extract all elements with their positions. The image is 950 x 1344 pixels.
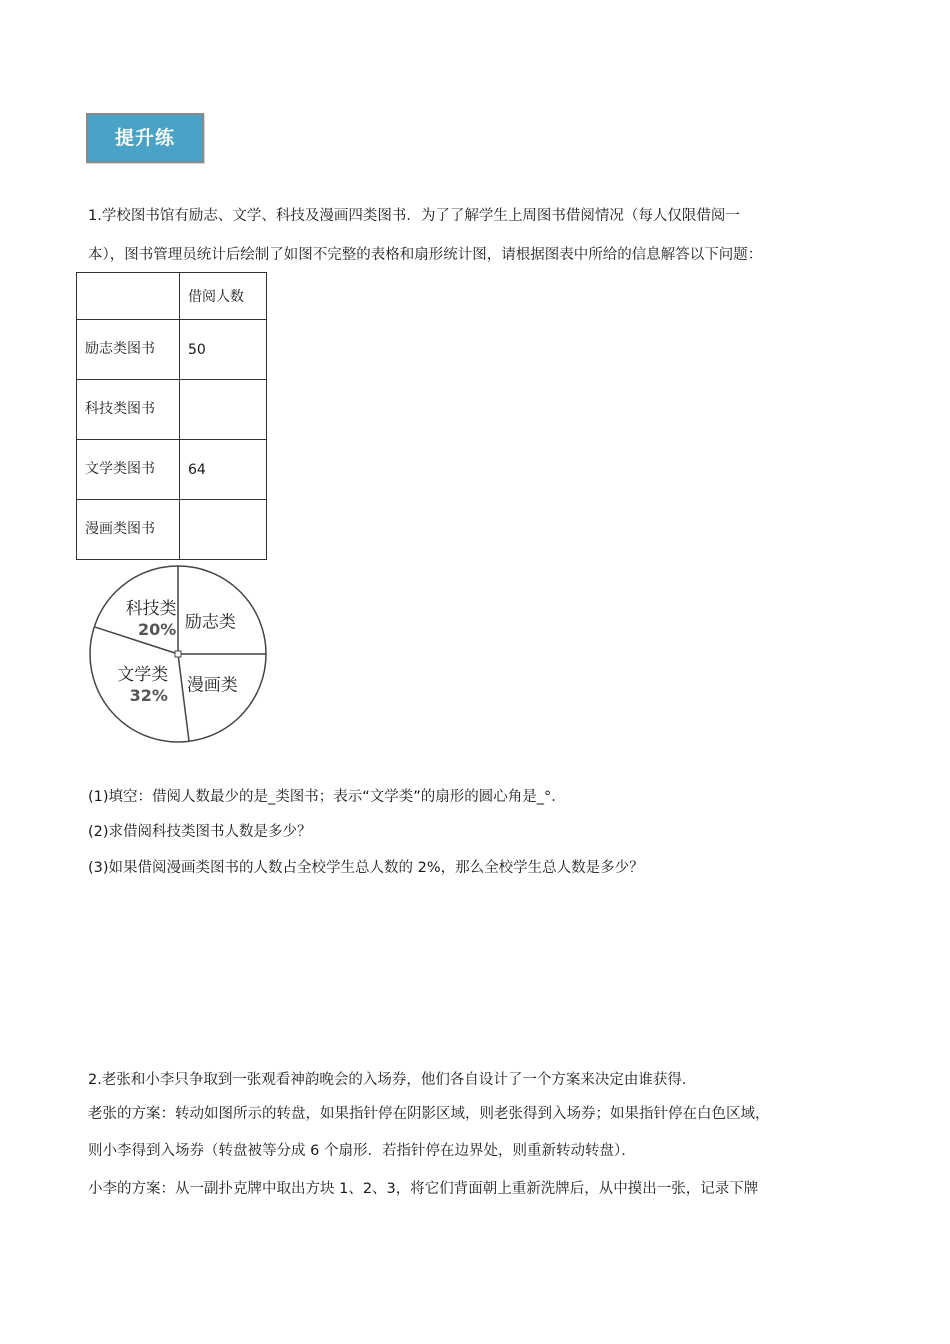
table-cell-value bbox=[180, 500, 267, 560]
q1-sub2: (2)求借阅科技类图书人数是多少？ bbox=[88, 824, 312, 840]
section-badge: 提升练 bbox=[86, 113, 204, 163]
table-row bbox=[77, 440, 267, 500]
table-cell-value: 50 bbox=[180, 320, 267, 380]
slice-percent-wenxue: 32% bbox=[129, 686, 168, 706]
q1-sub3: (3)如果借阅漫画类图书的人数占全校学生总人数的 2%，那么全校学生总人数是多少？ bbox=[88, 860, 644, 876]
q2-text-line4: 小李的方案：从一副扑克牌中取出方块 1、2、3，将它们背面朝上重新洗牌后，从中摸出一张，记录下牌 bbox=[88, 1181, 759, 1197]
slice-label-wenxue: 文学类 bbox=[117, 665, 169, 686]
table-cell-value: 64 bbox=[180, 440, 267, 500]
slice-percent-keji: 20% bbox=[137, 619, 177, 639]
table-cell-category: 科技类图书 bbox=[77, 380, 180, 440]
slice-label-manhua: 漫画类 bbox=[186, 675, 238, 696]
q1-sub1: (1)填空：借阅人数最少的是_类图书；表示“文学类”的扇形的圆心角是_°． bbox=[88, 789, 566, 805]
q1-text-line1: 1.学校图书馆有励志、文学、科技及漫画四类图书．为了了解学生上周图书借阅情况（每人仅限借阅一 bbox=[88, 208, 740, 224]
slice-label-lizhi: 励志类 bbox=[184, 612, 236, 633]
table-header-empty bbox=[77, 273, 180, 320]
q1-text-line2: 本），图书管理员统计后绘制了如图不完整的表格和扇形统计图，请根据图表中所给的信息解答以下问题： bbox=[88, 247, 763, 263]
q2-text-line2: 老张的方案：转动如图所示的转盘，如果指针停在阴影区域，则老张得到入场券；如果指针停在白色区域， bbox=[88, 1106, 770, 1122]
table-row bbox=[77, 500, 267, 560]
table-header-row bbox=[77, 273, 267, 320]
table-header-count: 借阅人数 bbox=[180, 273, 267, 320]
q2-text-line3: 则小李得到入场券（转盘被等分成 6 个扇形．若指针停在边界处，则重新转动转盘）． bbox=[88, 1143, 636, 1159]
table-cell-value bbox=[180, 380, 267, 440]
table-cell-category: 文学类图书 bbox=[77, 440, 180, 500]
pie-chart bbox=[86, 562, 276, 752]
table-cell-category: 励志类图书 bbox=[77, 320, 180, 380]
table-row bbox=[77, 380, 267, 440]
table-row bbox=[77, 320, 267, 380]
pie-center-mark bbox=[175, 651, 181, 657]
borrow-table bbox=[76, 272, 267, 560]
q2-text-line1: 2.老张和小李只争取到一张观看神韵晚会的入场券，他们各自设计了一个方案来决定由谁获得． bbox=[88, 1072, 697, 1088]
table-cell-category: 漫画类图书 bbox=[77, 500, 180, 560]
slice-label-keji: 科技类 bbox=[125, 598, 177, 619]
